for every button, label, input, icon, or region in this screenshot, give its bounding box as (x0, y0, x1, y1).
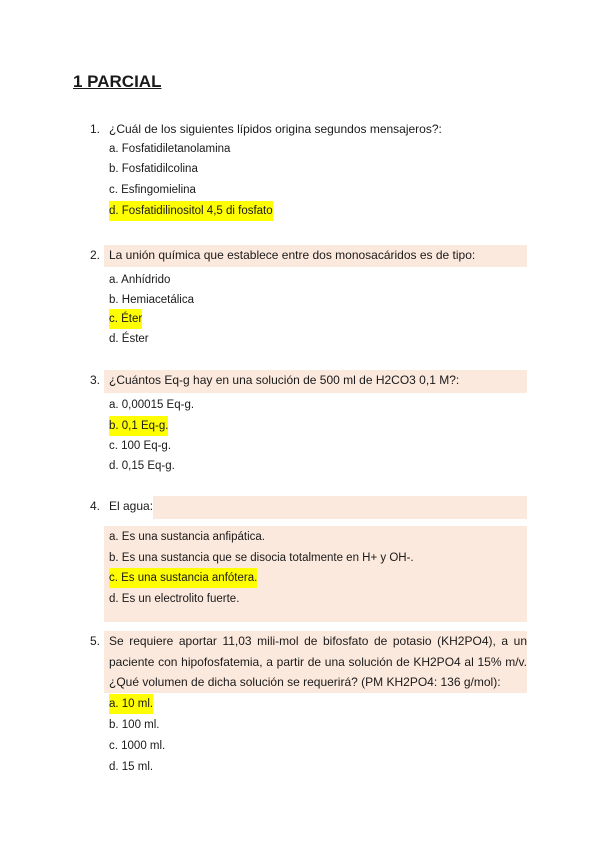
option-b-correct: b. 0,1 Eq-g. (109, 416, 168, 436)
question-number: 4. (90, 499, 101, 513)
option-c-correct: c. Es una sustancia anfótera. (109, 568, 257, 588)
option-d-correct: d. Fosfatidilinositol 4,5 di fosfato (109, 201, 273, 221)
option-b: b. Hemiacetálica (109, 294, 195, 306)
option-a: a. Anhídrido (109, 274, 171, 286)
question-number: 3. (90, 373, 101, 387)
option-d: d. 15 ml. (109, 761, 154, 773)
question-text: El agua: (109, 499, 154, 513)
question-number: 5. (90, 634, 101, 648)
option-a-correct: a. 10 ml. (109, 694, 153, 714)
question-number: 1. (90, 122, 101, 136)
option-d: d. Es un electrolito fuerte. (109, 593, 240, 605)
question-text: ¿Cuál de los siguientes lípidos origina segundos mensajeros?: (109, 122, 442, 136)
option-d: d. 0,15 Eq-g. (109, 460, 175, 472)
page-title: 1 PARCIAL (73, 72, 162, 91)
question-text: La unión química que establece entre dos monosacáridos es de tipo: (109, 248, 476, 262)
option-c: c. 1000 ml. (109, 740, 166, 752)
option-d: d. Éster (109, 333, 149, 345)
option-a: a. Es una sustancia anfipática. (109, 531, 265, 543)
question-text: Se requiere aportar 11,03 mili-mol de bifosfato de potasio (KH2PO4), a un paciente con hipofosfatemia, a partir de una solución de KH2PO4 al 15% m/v. ¿Qué volumen de dicha solución se requerirá? (PM KH2PO4: 136 g/mol): (109, 634, 527, 689)
question-number: 2. (90, 248, 101, 262)
option-c: c. 100 Eq-g. (109, 440, 172, 452)
option-b: b. 100 ml. (109, 719, 160, 731)
option-b: b. Fosfatidilcolina (109, 163, 198, 175)
option-c-correct: c. Éter (109, 309, 142, 329)
option-b: b. Es una sustancia que se disocia totalmente en H+ y OH-. (109, 552, 414, 564)
question-band (153, 496, 527, 519)
option-c: c. Esfingomielina (109, 184, 196, 196)
question-text: ¿Cuántos Eq-g hay en una solución de 500 ml de H2CO3 0,1 M?: (109, 373, 460, 387)
option-a: a. 0,00015 Eq-g. (109, 399, 195, 411)
option-a: a. Fosfatidiletanolamina (109, 143, 231, 155)
